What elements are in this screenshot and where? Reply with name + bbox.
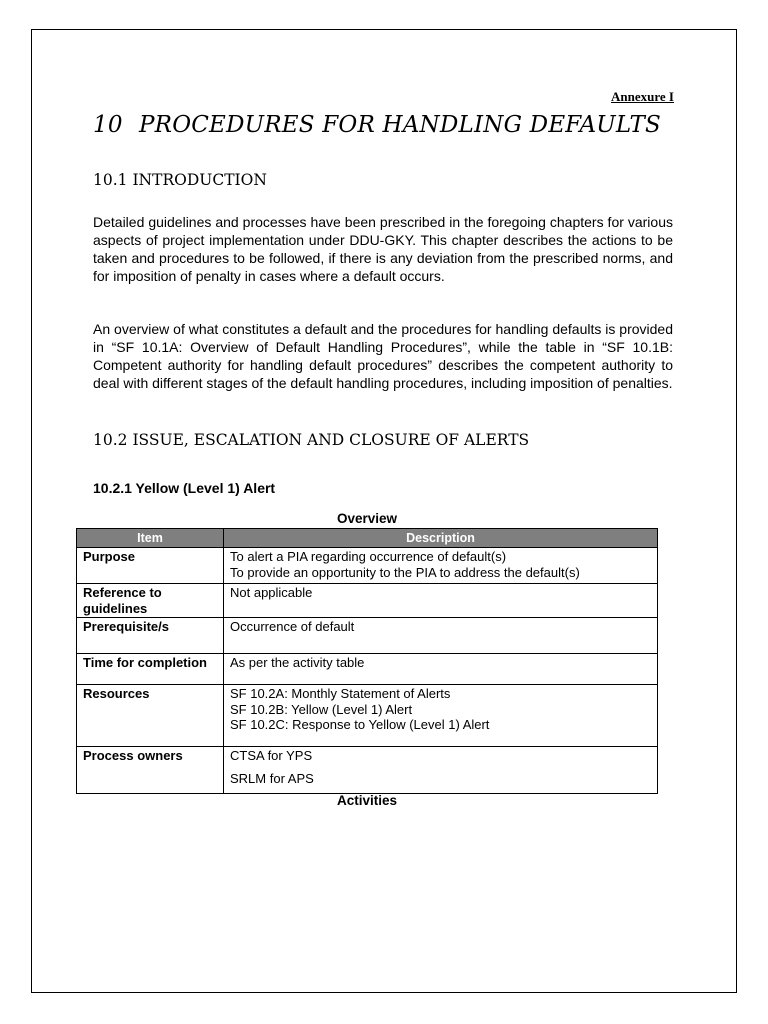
table-caption-overview: Overview [336, 511, 398, 526]
table-row [77, 747, 658, 794]
row-item-owners: Process owners [77, 747, 224, 794]
table-row [77, 548, 658, 584]
row-description-prerequisite: Occurrence of default [224, 618, 658, 654]
intro-paragraph-2: An overview of what constitutes a default and the procedures for handling defaults is provided in “SF 10.1A: Overview of Default Handling Procedures”, while the table in “SF 10.1B: Competent authority for handling default procedures” describes the competent authority to deal with different stages of the default handling procedures, including imposition of penalties. [93, 321, 673, 391]
row-item-reference: Reference to guidelines [77, 584, 224, 618]
row-item-prerequisite: Prerequisite/s [77, 618, 224, 654]
column-header-description: Description [224, 529, 658, 548]
description-line: To alert a PIA regarding occurrence of default(s) [230, 549, 507, 564]
section-heading-alerts: 10.2 ISSUE, ESCALATION AND CLOSURE OF ALERTS [93, 431, 530, 449]
table-row [77, 618, 658, 654]
section-heading-introduction: 10.1 INTRODUCTION [93, 171, 267, 189]
table-row [77, 584, 658, 618]
subsection-heading-yellow-alert: 10.2.1 Yellow (Level 1) Alert [93, 480, 276, 496]
description-line: SF 10.2B: Yellow (Level 1) Alert [230, 701, 413, 717]
table-row [77, 654, 658, 685]
chapter-title [93, 112, 661, 138]
row-description-owners [224, 747, 658, 794]
description-line: To provide an opportunity to the PIA to address the default(s) [230, 564, 580, 580]
description-line: CTSA for YPS [230, 748, 313, 763]
row-item-purpose: Purpose [77, 548, 224, 584]
row-item-time: Time for completion [77, 654, 224, 685]
table-caption-activities: Activities [336, 793, 398, 808]
description-line: SRLM for APS [230, 770, 314, 786]
row-description-time: As per the activity table [224, 654, 658, 685]
description-line: SF 10.2C: Response to Yellow (Level 1) Alert [230, 717, 490, 732]
row-description-resources [224, 685, 658, 747]
chapter-number: 10 [93, 112, 123, 138]
column-header-item: Item [77, 529, 224, 548]
table-header-row [77, 529, 658, 548]
intro-paragraph-1: Detailed guidelines and processes have been prescribed in the foregoing chapters for various aspects of project implementation under DDU-GKY. This chapter describes the actions to be taken and procedures to be followed, if there is any deviation from the prescribed norms, and for imposition of penalty in cases where a default occurs. [93, 214, 673, 284]
overview-table [76, 528, 658, 794]
description-line: SF 10.2A: Monthly Statement of Alerts [230, 686, 451, 701]
row-description-reference: Not applicable [224, 584, 658, 618]
row-item-resources: Resources [77, 685, 224, 747]
chapter-title-text: PROCEDURES FOR HANDLING DEFAULTS [139, 112, 661, 138]
annexure-label: Annexure I [611, 89, 674, 104]
row-description-purpose [224, 548, 658, 584]
table-row [77, 685, 658, 747]
